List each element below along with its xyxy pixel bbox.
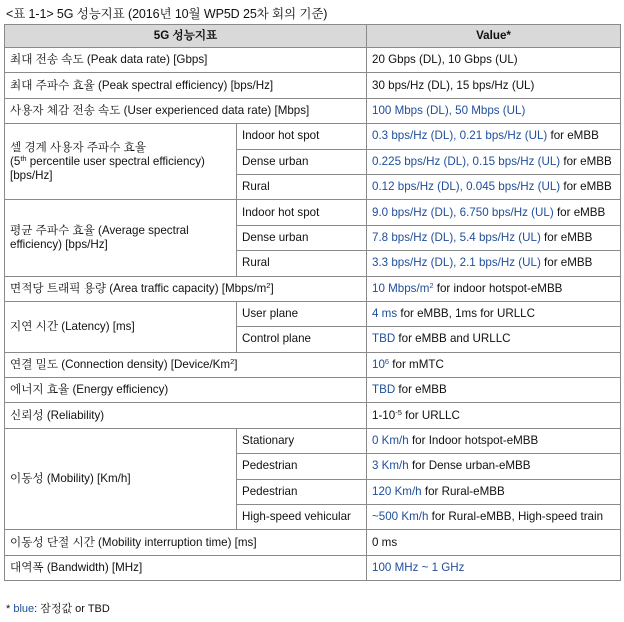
label-sup: 2 bbox=[266, 280, 271, 290]
value-main: 0.225 bps/Hz (DL), 0.15 bps/Hz (UL) bbox=[372, 154, 561, 168]
row-value bbox=[367, 174, 621, 199]
label-line: 평균 주파수 효율 (Average spectral bbox=[10, 223, 189, 237]
table-row bbox=[5, 276, 621, 301]
label-text: 연결 밀도 (Connection density) [Device/Km bbox=[10, 357, 231, 371]
value-suffix: for eMBB and URLLC bbox=[395, 332, 511, 346]
table-row bbox=[5, 530, 621, 555]
value-main: 1-10 bbox=[372, 408, 396, 422]
row-value bbox=[367, 124, 621, 149]
value-suffix: for eMBB bbox=[540, 230, 593, 244]
table-row bbox=[5, 428, 621, 453]
performance-table bbox=[4, 24, 621, 581]
table-row bbox=[5, 48, 621, 73]
row-label bbox=[5, 276, 367, 301]
row-label: 신뢰성 (Reliability) bbox=[5, 403, 367, 428]
table-row bbox=[5, 301, 621, 326]
value-suffix: for eMBB bbox=[560, 180, 612, 194]
label-line: [bps/Hz] bbox=[10, 168, 53, 182]
label-sup: 2 bbox=[230, 356, 235, 366]
value-suffix: for mMTC bbox=[389, 357, 444, 371]
row-value: 100 MHz ~ 1 GHz bbox=[367, 555, 621, 580]
row-value: 20 Gbps (DL), 10 Gbps (UL) bbox=[367, 48, 621, 73]
footnote-blue-word: blue bbox=[13, 603, 35, 615]
value-main: ~500 Km/h bbox=[372, 510, 429, 524]
row-env: Indoor hot spot bbox=[237, 200, 367, 225]
row-value: 30 bps/Hz (DL), 15 bps/Hz (UL) bbox=[367, 73, 621, 98]
row-label: 에너지 효율 (Energy efficiency) bbox=[5, 378, 367, 403]
header-value: Value* bbox=[367, 25, 621, 48]
row-value bbox=[367, 403, 621, 428]
row-env: Indoor hot spot bbox=[237, 124, 367, 149]
row-value: 100 Mbps (DL), 50 Mbps (UL) bbox=[367, 98, 621, 123]
row-env: Dense urban bbox=[237, 225, 367, 250]
footnote-text: : 잠정값 or TBD bbox=[34, 603, 110, 615]
row-label: 최대 전송 속도 (Peak data rate) [Gbps] bbox=[5, 48, 367, 73]
row-env: Pedestrian bbox=[237, 479, 367, 504]
table-row bbox=[5, 403, 621, 428]
row-value bbox=[367, 479, 621, 504]
table-row bbox=[5, 352, 621, 377]
row-label bbox=[5, 200, 237, 276]
label-end: ] bbox=[234, 357, 238, 371]
value-sup: 2 bbox=[429, 280, 434, 290]
row-env: Rural bbox=[237, 251, 367, 276]
label-line: 셀 경계 사용자 주파수 효율 bbox=[10, 140, 147, 154]
row-value bbox=[367, 428, 621, 453]
label-text: 면적당 트래픽 용량 (Area traffic capacity) [Mbps/m bbox=[10, 281, 267, 295]
value-suffix: for Rural-eMBB bbox=[421, 484, 505, 498]
table-header-row bbox=[5, 25, 621, 48]
row-value bbox=[367, 378, 621, 403]
row-env: Pedestrian bbox=[237, 454, 367, 479]
label-line: (5 bbox=[10, 154, 21, 168]
label-end: ] bbox=[270, 281, 274, 295]
value-main: 4 ms bbox=[372, 307, 398, 321]
label-line: percentile user spectral efficiency) bbox=[26, 154, 205, 168]
value-suffix: for eMBB bbox=[560, 154, 612, 168]
value-suffix: for eMBB bbox=[553, 205, 606, 219]
value-main: 0.12 bps/Hz (DL), 0.045 bps/Hz (UL) bbox=[372, 180, 561, 194]
row-value bbox=[367, 301, 621, 326]
value-suffix: for eMBB, 1ms for URLLC bbox=[397, 307, 535, 321]
value-sup: 6 bbox=[384, 356, 390, 366]
row-env: High-speed vehicular bbox=[237, 505, 367, 530]
row-env: User plane bbox=[237, 301, 367, 326]
row-value bbox=[367, 276, 621, 301]
row-env: Stationary bbox=[237, 428, 367, 453]
value-main: TBD bbox=[372, 332, 396, 346]
row-label: 지연 시간 (Latency) [ms] bbox=[5, 301, 237, 352]
row-env: Control plane bbox=[237, 327, 367, 352]
value-sup: -5 bbox=[395, 407, 402, 417]
table-caption: <표 1-1> 5G 성능지표 (2016년 10월 WP5D 25차 회의 기준) bbox=[6, 7, 328, 21]
row-value bbox=[367, 149, 621, 174]
value-suffix: for Rural-eMBB, High-speed train bbox=[428, 510, 604, 524]
value-suffix: for Dense urban-eMBB bbox=[408, 459, 531, 473]
row-env: Rural bbox=[237, 174, 367, 199]
row-label: 이동성 (Mobility) [Km/h] bbox=[5, 428, 237, 530]
value-main: 0.3 bps/Hz (DL), 0.21 bps/Hz (UL) bbox=[372, 129, 548, 143]
value-suffix: for eMBB bbox=[540, 256, 593, 270]
value-main: 10 bbox=[372, 357, 385, 371]
row-label: 이동성 단절 시간 (Mobility interruption time) [ms] bbox=[5, 530, 367, 555]
label-sup: th bbox=[20, 153, 27, 163]
value-main: 3 Km/h bbox=[372, 459, 409, 473]
value-main: 3.3 bps/Hz (DL), 2.1 bps/Hz (UL) bbox=[372, 256, 541, 270]
table-row bbox=[5, 124, 621, 149]
row-label bbox=[5, 124, 237, 200]
row-value: 0 ms bbox=[367, 530, 621, 555]
row-value bbox=[367, 352, 621, 377]
value-main: 10 Mbps/m bbox=[372, 281, 430, 295]
value-suffix: for URLLC bbox=[401, 408, 460, 422]
value-main: 0 Km/h bbox=[372, 434, 409, 448]
row-label: 대역폭 (Bandwidth) [MHz] bbox=[5, 555, 367, 580]
value-main: 7.8 bps/Hz (DL), 5.4 bps/Hz (UL) bbox=[372, 230, 541, 244]
value-main: 120 Km/h bbox=[372, 484, 422, 498]
value-suffix: for indoor hotspot-eMBB bbox=[433, 281, 563, 295]
value-main: TBD bbox=[372, 383, 396, 397]
label-line: efficiency) [bps/Hz] bbox=[10, 237, 108, 251]
table-row bbox=[5, 555, 621, 580]
footnote bbox=[6, 600, 110, 616]
value-suffix: for eMBB bbox=[395, 383, 447, 397]
table-row bbox=[5, 98, 621, 123]
row-value bbox=[367, 327, 621, 352]
table-row bbox=[5, 378, 621, 403]
footnote-star: * bbox=[6, 603, 14, 615]
row-value bbox=[367, 454, 621, 479]
row-label: 사용자 체감 전송 속도 (User experienced data rate) [Mbps] bbox=[5, 98, 367, 123]
row-label: 최대 주파수 효율 (Peak spectral efficiency) [bps/Hz] bbox=[5, 73, 367, 98]
table-row bbox=[5, 200, 621, 225]
header-indicator: 5G 성능지표 bbox=[5, 25, 367, 48]
table-row bbox=[5, 73, 621, 98]
row-value bbox=[367, 225, 621, 250]
row-value bbox=[367, 200, 621, 225]
row-value bbox=[367, 505, 621, 530]
value-suffix: for Indoor hotspot-eMBB bbox=[408, 434, 539, 448]
value-main: 9.0 bps/Hz (DL), 6.750 bps/Hz (UL) bbox=[372, 205, 554, 219]
row-value bbox=[367, 251, 621, 276]
value-suffix: for eMBB bbox=[547, 129, 599, 143]
row-label bbox=[5, 352, 367, 377]
row-env: Dense urban bbox=[237, 149, 367, 174]
